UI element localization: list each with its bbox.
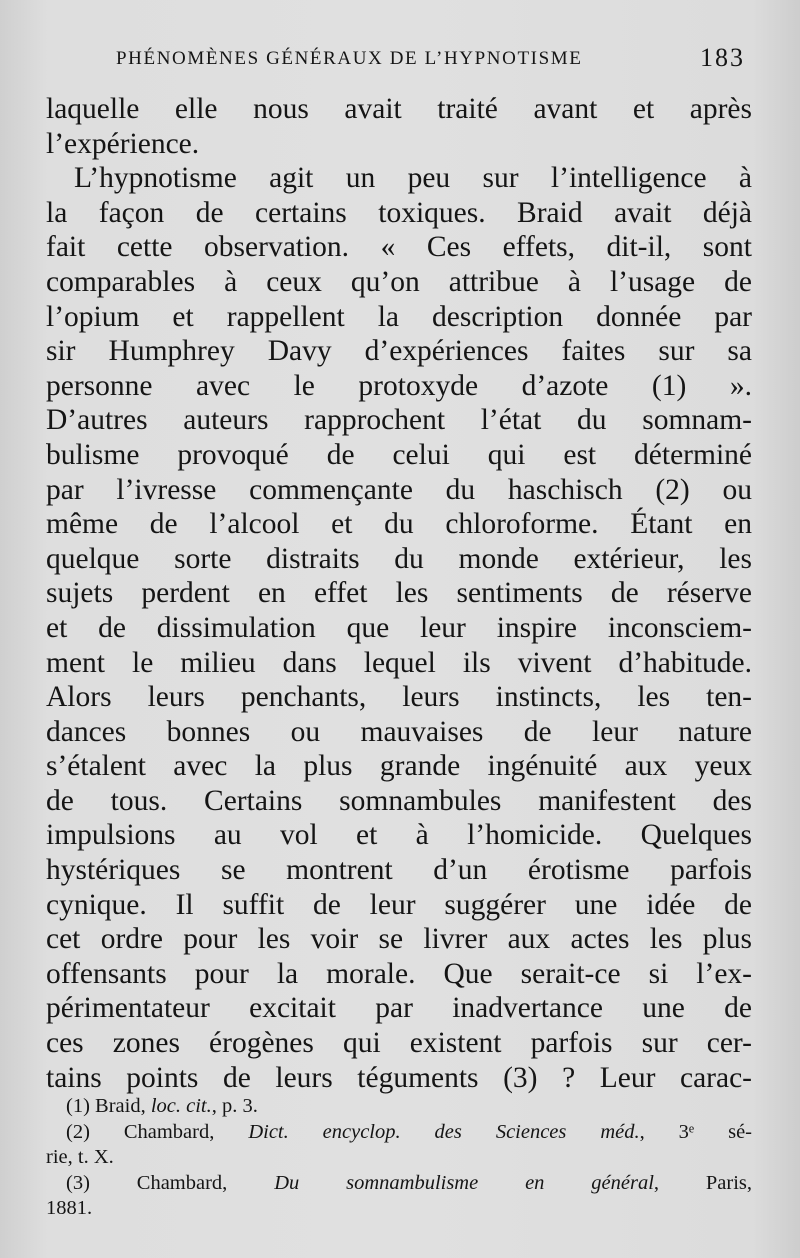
footnotes bbox=[46, 1094, 752, 1222]
text-line: laquelle elle nous avait traité avant et après bbox=[46, 93, 752, 125]
footnote-author: Chambard, bbox=[123, 1120, 215, 1143]
footnote-author: Braid, bbox=[95, 1095, 146, 1117]
footnote-marker: (2) bbox=[66, 1120, 90, 1143]
text-line: et de dissimulation que leur inspire inconsciem- bbox=[46, 611, 752, 644]
text-line: s’étalent avec la plus grande ingénuité aux yeux bbox=[46, 750, 752, 783]
text-line: par l’ivresse commençante du haschisch (2) ou bbox=[46, 473, 752, 506]
text-line: sir Humphrey Davy d’expériences faites sur sa bbox=[46, 335, 752, 368]
footnote-author: Chambard, bbox=[136, 1171, 228, 1194]
text-line: cet ordre pour les voir se livrer aux actes les plus bbox=[46, 923, 752, 956]
text-line: l’opium et rappellent la description donnée par bbox=[46, 300, 752, 333]
text-line: comparables à ceux qu’on attribue à l’usage de bbox=[46, 265, 752, 298]
text-line: fait cette observation. « Ces effets, dit-il, sont bbox=[46, 231, 752, 264]
text-line: l’expérience. bbox=[46, 127, 200, 160]
text-line: tains points de leurs téguments (3) ? Leur carac- bbox=[46, 1061, 752, 1094]
footnote-details: , p. 3. bbox=[211, 1095, 258, 1117]
footnote-3 bbox=[46, 1171, 752, 1197]
text-line: de tous. Certains somnambules manifestent des bbox=[46, 784, 752, 817]
text-line: cynique. Il suffit de leur suggérer une idée de bbox=[46, 888, 752, 921]
footnote-marker: (3) bbox=[66, 1171, 90, 1194]
footnote-3-continuation: 1881. bbox=[46, 1197, 93, 1219]
page-number: 183 bbox=[700, 43, 745, 72]
text-line: D’autres auteurs rapprochent l’état du somnam- bbox=[46, 404, 752, 437]
text-line: périmentateur excitait par inadvertance une de bbox=[46, 992, 752, 1025]
text-line: ces zones érogènes qui existent parfois sur cer- bbox=[46, 1027, 752, 1060]
text-line: L’hypnotisme agit un peu sur l’intelligence à bbox=[74, 162, 752, 195]
running-head: PHÉNOMÈNES GÉNÉRAUX DE L’HYPNOTISME bbox=[116, 48, 583, 69]
text-line: offensants pour la morale. Que serait-ce si l’ex- bbox=[46, 957, 752, 990]
footnote-reference: loc. cit. bbox=[150, 1095, 212, 1117]
text-line: Alors leurs penchants, leurs instincts, les ten- bbox=[46, 681, 752, 714]
footnote-1 bbox=[46, 1094, 752, 1120]
text-line: sujets perdent en effet les sentiments de réserve bbox=[46, 577, 752, 610]
text-line: dances bonnes ou mauvaises de leur nature bbox=[46, 715, 752, 748]
text-line: personne avec le protoxyde d’azote (1) ». bbox=[46, 369, 752, 402]
text-line: impulsions au vol et à l’homicide. Quelques bbox=[46, 819, 752, 852]
text-line: hystériques se montrent d’un érotisme parfois bbox=[46, 854, 752, 887]
footnote-details: , 3ᵉ sé- bbox=[639, 1120, 753, 1143]
footnote-reference: Dict. encyclop. des Sciences méd. bbox=[248, 1120, 640, 1143]
footnote-details: , Paris, bbox=[653, 1171, 753, 1194]
text-line: ment le milieu dans lequel ils vivent d’habitude. bbox=[46, 646, 752, 679]
footnote-2 bbox=[46, 1120, 752, 1146]
footnote-reference: Du somnambulisme en général bbox=[274, 1171, 654, 1194]
text-line: quelque sorte distraits du monde extérieur, les bbox=[46, 542, 752, 575]
text-line: la façon de certains toxiques. Braid avait déjà bbox=[46, 196, 752, 229]
body-text bbox=[46, 92, 752, 1095]
footnote-marker: (1) bbox=[66, 1095, 90, 1117]
footnote-2-continuation: rie, t. X. bbox=[46, 1146, 114, 1168]
text-line: même de l’alcool et du chloroforme. Étant en bbox=[46, 508, 752, 541]
text-line: bulisme provoqué de celui qui est déterminé bbox=[46, 438, 752, 471]
